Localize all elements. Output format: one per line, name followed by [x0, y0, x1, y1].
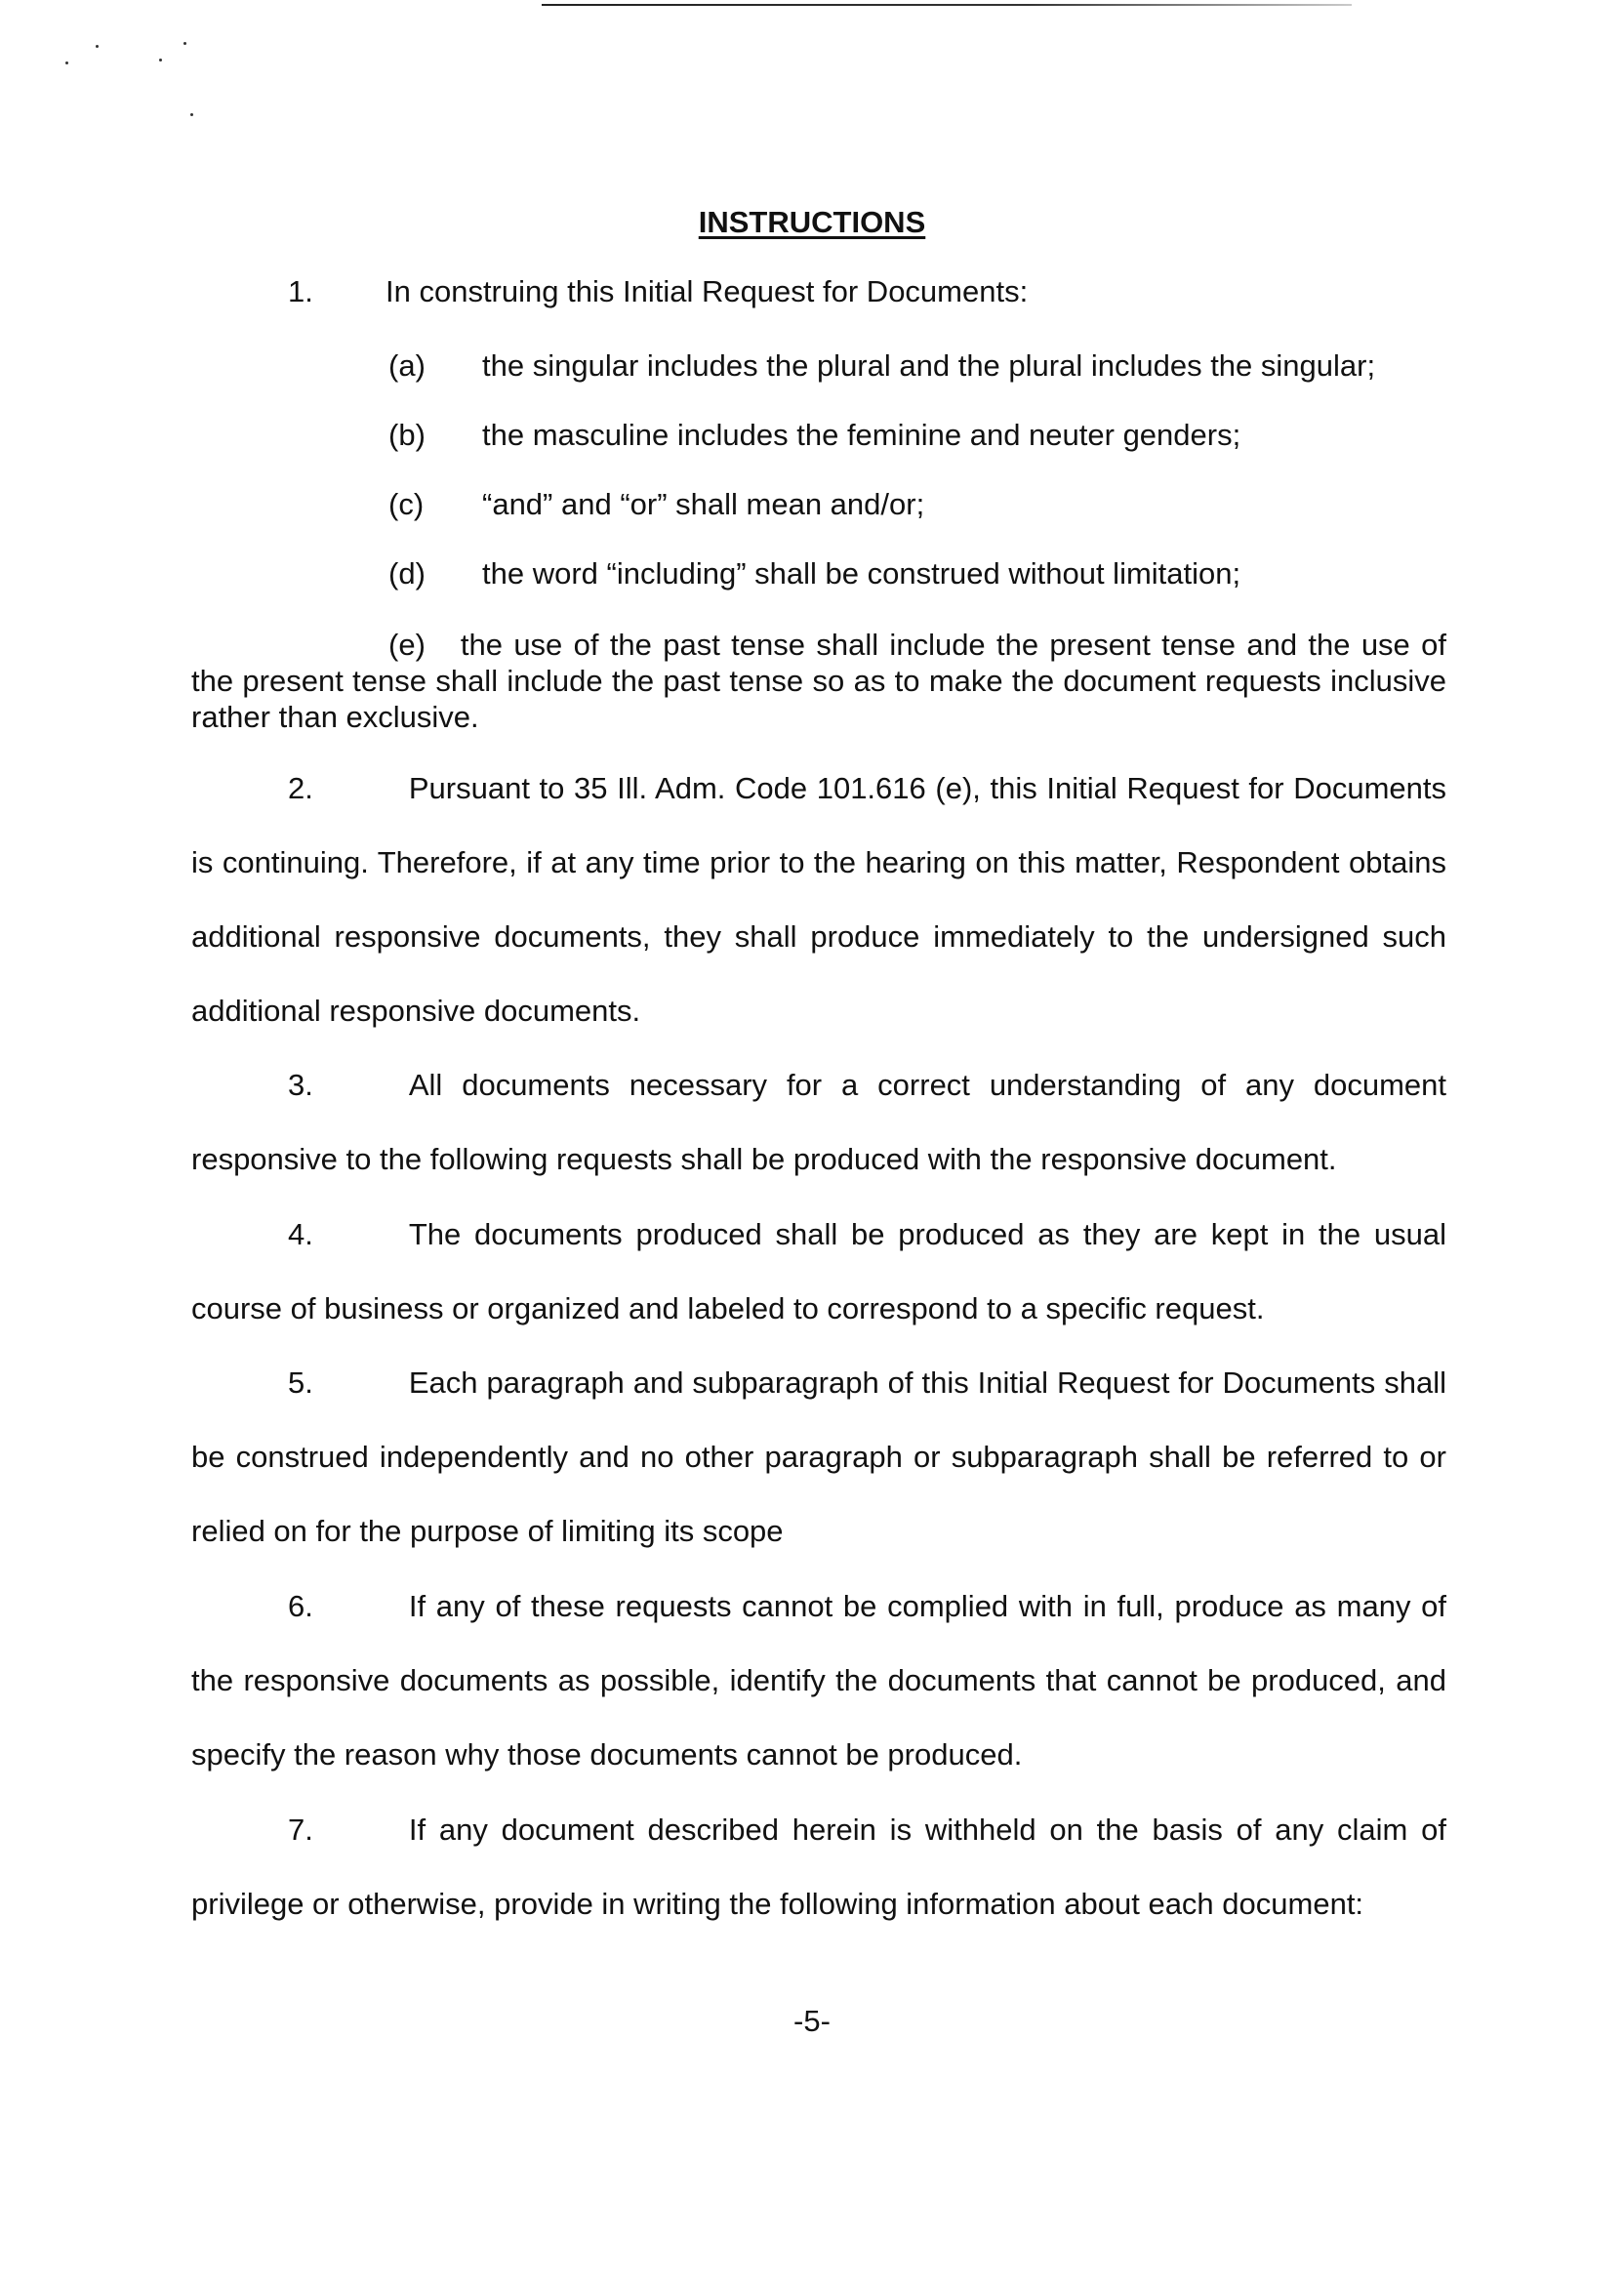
item-1-text: In construing this Initial Request for Documents:	[386, 274, 1029, 308]
item-5-paragraph	[191, 1346, 1446, 1569]
subitem-d-text: the word “including” shall be construed without limitation;	[482, 556, 1241, 591]
subitem-a-label: (a)	[388, 348, 426, 383]
item-7-paragraph	[191, 1793, 1446, 1941]
scan-speck	[190, 113, 193, 116]
subitem-b-label: (b)	[388, 418, 426, 452]
item-3-paragraph	[191, 1048, 1446, 1197]
subitem-a-text: the singular includes the plural and the plural includes the singular;	[482, 348, 1376, 383]
subitem-e-paragraph	[191, 627, 1446, 735]
section-heading: INSTRUCTIONS	[698, 205, 926, 239]
item-4-number: 4.	[288, 1217, 313, 1251]
item-7-number: 7.	[288, 1813, 313, 1847]
subitem-e-label: (e)	[388, 628, 426, 662]
scan-speck	[183, 42, 186, 45]
subitem-c-text: “and” and “or” shall mean and/or;	[482, 487, 925, 521]
scan-speck	[96, 45, 99, 48]
item-5-number: 5.	[288, 1365, 313, 1400]
item-2-paragraph	[191, 752, 1446, 1048]
item-3-number: 3.	[288, 1068, 313, 1102]
item-6-number: 6.	[288, 1589, 313, 1623]
scan-speck	[65, 61, 68, 64]
subitem-c-label: (c)	[388, 487, 425, 521]
item-1-number: 1.	[288, 274, 313, 308]
page-number: -5-	[793, 2004, 831, 2038]
subitem-e-text: the use of the past tense shall include the present tense and the use of the present tense shall include the past tense so as to make the document requests inclusive rather than exclusive.	[191, 628, 1446, 734]
item-3-text: All documents necessary for a correct understanding of any document responsive to the following requests shall be produced with the responsive document.	[191, 1068, 1446, 1176]
subitem-d-label: (d)	[388, 556, 426, 591]
scan-top-rule	[542, 4, 1352, 6]
item-6-paragraph	[191, 1569, 1446, 1792]
item-5-text: Each paragraph and subparagraph of this Initial Request for Documents shall be construed independently and no other paragraph or subparagraph shall be referred to or relied on for the purpose of limiting its scope	[191, 1365, 1446, 1548]
item-7-text: If any document described herein is withheld on the basis of any claim of privilege or otherwise, provide in writing the following information about each document:	[191, 1813, 1446, 1921]
item-2-text: Pursuant to 35 Ill. Adm. Code 101.616 (e), this Initial Request for Documents is continuing. Therefore, if at any time prior to the hearing on this matter, Respondent obtains additional responsive documents, they shall produce immediately to the undersigned such additional responsive documents.	[191, 771, 1446, 1028]
subitem-b-text: the masculine includes the feminine and neuter genders;	[482, 418, 1241, 452]
item-6-text: If any of these requests cannot be complied with in full, produce as many of the responsive documents as possible, identify the documents that cannot be produced, and specify the reason why those documents cannot be produced.	[191, 1589, 1446, 1772]
item-4-text: The documents produced shall be produced as they are kept in the usual course of business or organized and labeled to correspond to a specific request.	[191, 1217, 1446, 1325]
item-2-number: 2.	[288, 771, 313, 805]
scan-speck	[159, 59, 162, 61]
item-4-paragraph	[191, 1198, 1446, 1346]
